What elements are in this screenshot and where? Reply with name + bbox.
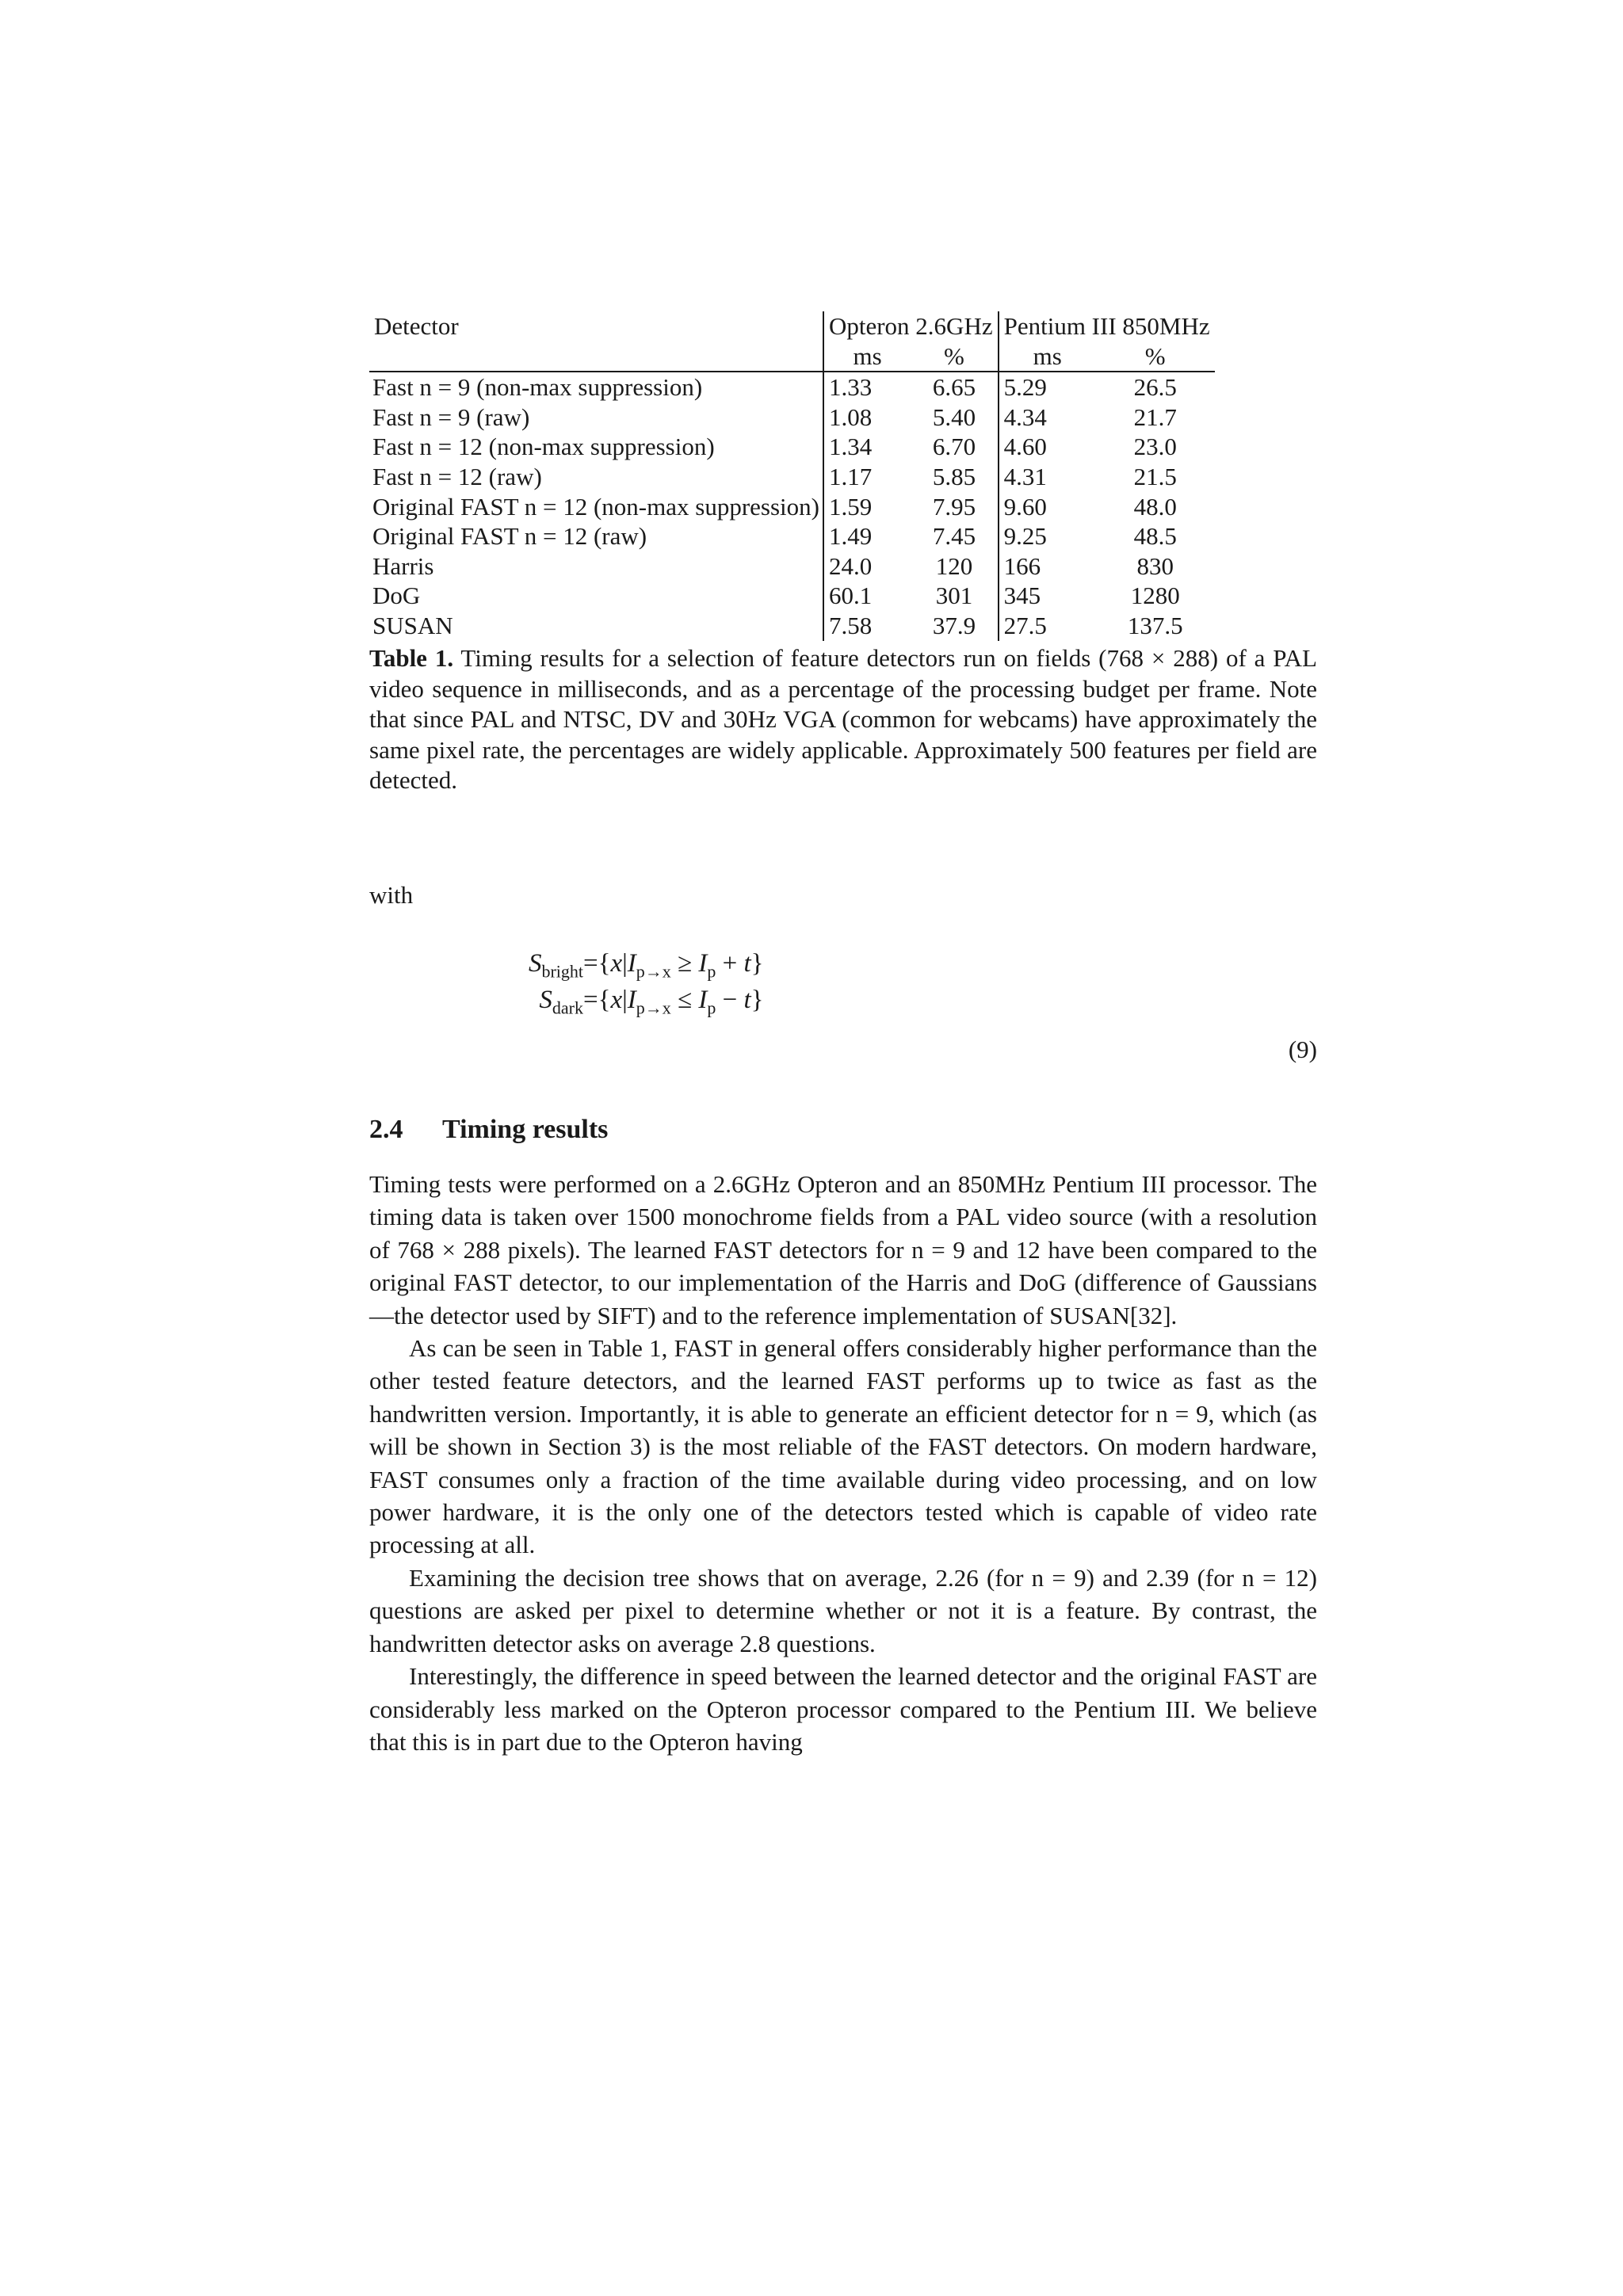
opteron-ms-cell: 60.1 <box>823 581 911 611</box>
detector-cell: Original FAST n = 12 (non-max suppression) <box>372 492 819 521</box>
pentium-ms-cell: 4.60 <box>999 432 1096 462</box>
paragraph-3: Examining the decision tree shows that on average, 2.26 (for n = 9) and 2.39 (for n = 12) questions are asked per pixel to determine whether or not it is a feature. By contrast, the handwritten detector asks on average 2.8 questions. <box>369 1563 1317 1657</box>
unit-pentium-ms: ms <box>999 341 1096 372</box>
opteron-pct-cell: 6.65 <box>932 373 976 402</box>
pentium-pct-cell: 26.5 <box>1133 373 1177 402</box>
table-row <box>369 462 1215 492</box>
header-detector: Detector <box>374 312 459 340</box>
table-row <box>369 521 1215 551</box>
with-text: with <box>369 881 414 909</box>
detector-cell: DoG <box>372 582 421 610</box>
opteron-pct-cell: 7.45 <box>932 522 976 551</box>
detector-cell: Harris <box>372 551 434 580</box>
detector-cell: Fast n = 9 (non-max suppression) <box>372 373 703 402</box>
eq-s-bright: S <box>528 949 542 978</box>
opteron-pct-cell: 6.70 <box>932 433 976 461</box>
opteron-pct-cell: 7.95 <box>932 492 976 521</box>
pentium-ms-cell: 4.34 <box>999 402 1096 433</box>
table-caption <box>369 643 1317 796</box>
section-number: 2.4 <box>369 1115 403 1144</box>
eq-s-dark: S <box>539 986 552 1014</box>
section-title: Timing results <box>442 1115 609 1144</box>
paragraph-2: As can be seen in Table 1, FAST in general offers considerably higher performance than the other tested feature detectors, and the learned FAST performs up to twice as fast as the handwritten version. Importantly, it is able to generate an efficient detector for n = 9, which (as will be shown in Section 3) is the most reliable of the FAST detectors. On modern hardware, FAST consumes only a fraction of the time available during video processing, and on low power hardware, it is the only one of the detectors tested which is capable of video rate processing at all. <box>369 1334 1317 1559</box>
header-opteron: Opteron 2.6GHz <box>823 311 999 341</box>
pentium-ms-cell: 5.29 <box>999 372 1096 402</box>
caption-text: Timing results for a selection of feature detectors run on fields (768 × 288) of a PAL video sequence in milliseconds, and as a percentage of the processing budget per frame. Note that since PAL and NTSC, DV and 30Hz VGA (common for webcams) have approximately the same pixel rate, the percentages are widely applicable. Approximately 500 features per field are detected. <box>369 644 1317 795</box>
pentium-pct-cell: 1280 <box>1130 582 1180 610</box>
body-text <box>369 1168 1317 1758</box>
table-row <box>369 492 1215 522</box>
header-pentium: Pentium III 850MHz <box>999 311 1215 341</box>
pentium-pct-cell: 48.5 <box>1133 522 1177 551</box>
pentium-ms-cell: 166 <box>999 551 1096 582</box>
pentium-pct-cell: 48.0 <box>1133 492 1177 521</box>
table-row <box>369 402 1215 433</box>
opteron-ms-cell: 1.17 <box>823 462 911 492</box>
opteron-ms-cell: 1.49 <box>823 521 911 551</box>
equation-line-dark: $S_{dark}=\{x|I_{p\to x} \le I_p - t\}$ <box>539 986 764 1018</box>
units-empty <box>369 341 823 372</box>
caption-label: Table 1. <box>369 644 454 672</box>
opteron-ms-cell: 7.58 <box>823 611 911 641</box>
pentium-ms-cell: 345 <box>999 581 1096 611</box>
pentium-pct-cell: 23.0 <box>1133 433 1177 461</box>
pentium-ms-cell: 27.5 <box>999 611 1096 641</box>
pentium-ms-cell: 4.31 <box>999 462 1096 492</box>
opteron-pct-cell: 120 <box>935 551 973 580</box>
table-row <box>369 581 1215 611</box>
equation-number: (9) <box>1288 1035 1317 1063</box>
pentium-pct-cell: 830 <box>1136 551 1174 580</box>
table-row <box>369 611 1215 641</box>
detector-cell: Fast n = 12 (non-max suppression) <box>372 433 715 461</box>
opteron-pct-cell: 5.85 <box>932 462 976 490</box>
opteron-ms-cell: 24.0 <box>823 551 911 582</box>
section-heading <box>369 1115 608 1145</box>
opteron-ms-cell: 1.59 <box>823 492 911 522</box>
opteron-pct-cell: 301 <box>935 582 973 610</box>
eq-sub-dark: dark <box>552 997 583 1018</box>
opteron-ms-cell: 1.08 <box>823 402 911 433</box>
unit-pentium-pct: % <box>1096 341 1215 372</box>
table-units-row <box>369 341 1215 372</box>
table-row <box>369 432 1215 462</box>
equation-line-bright: $S_{bright}=\{x|I_{p\to x} \ge I_p + t\}$ <box>528 949 764 982</box>
paragraph-4: Interestingly, the difference in speed between the learned detector and the original FAST are considerably less marked on the Opteron processor compared to the Pentium III. We believe that this is in part due to the Opteron having <box>369 1662 1317 1756</box>
table-row <box>369 372 1215 402</box>
timing-table <box>369 311 1215 641</box>
eq-sub-bright: bright <box>541 961 583 982</box>
detector-cell: Original FAST n = 12 (raw) <box>372 522 647 551</box>
detector-cell: SUSAN <box>372 611 453 639</box>
table-body <box>369 372 1215 640</box>
table-header-row <box>369 311 1215 341</box>
unit-opteron-ms: ms <box>823 341 911 372</box>
pentium-ms-cell: 9.60 <box>999 492 1096 522</box>
pentium-pct-cell: 137.5 <box>1127 611 1183 639</box>
pentium-pct-cell: 21.5 <box>1133 462 1177 490</box>
detector-cell: Fast n = 9 (raw) <box>372 402 530 431</box>
table-row <box>369 551 1215 582</box>
opteron-pct-cell: 5.40 <box>932 402 976 431</box>
unit-opteron-pct: % <box>911 341 998 372</box>
paragraph-1: Timing tests were performed on a 2.6GHz Opteron and an 850MHz Pentium III processor. The timing data is taken over 1500 monochrome fields from a PAL video source (with a resolution of 768 × 288 pixels). The learned FAST detectors for n = 9 and 12 have been compared to the original FAST detector, to our implementation of the Harris and DoG (difference of Gaussians—the detector used by SIFT) and to the reference implementation of SUSAN[32]. <box>369 1170 1317 1329</box>
opteron-ms-cell: 1.34 <box>823 432 911 462</box>
detector-cell: Fast n = 12 (raw) <box>372 462 542 490</box>
opteron-ms-cell: 1.33 <box>823 372 911 402</box>
opteron-pct-cell: 37.9 <box>932 611 976 639</box>
pentium-pct-cell: 21.7 <box>1133 402 1177 431</box>
pentium-ms-cell: 9.25 <box>999 521 1096 551</box>
